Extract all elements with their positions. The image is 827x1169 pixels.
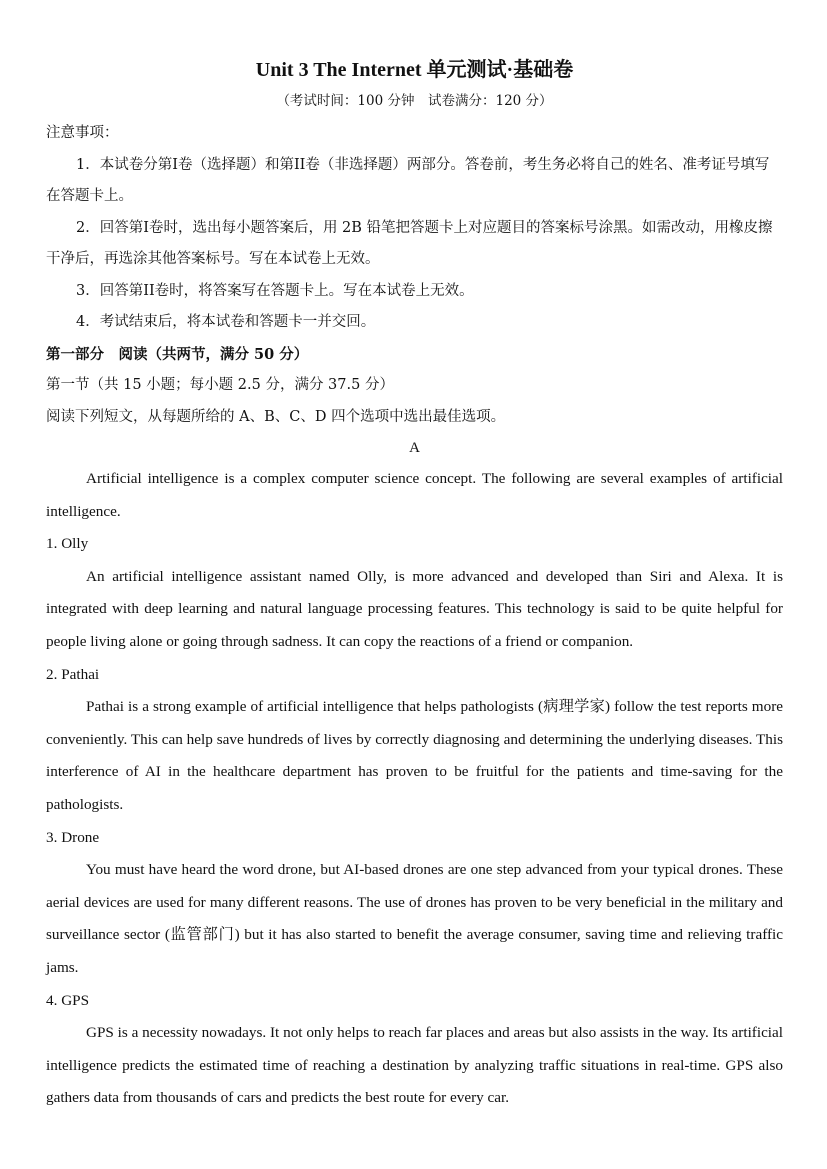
exam-page [46, 56, 783, 1115]
item-text: An artificial intelligence assistant named Olly, is more advanced and developed than Siri and Alexa. It is integrated with deep learning and natural language processing features. This technology is said to be quite helpful for people living alone or going through sadness. It can copy the reactions of a friend or companion. [46, 567, 783, 650]
exam-title: Unit 3 The Internet 单元测试·基础卷 [255, 59, 574, 81]
notice-heading: 注意事项： [46, 125, 119, 141]
item-text: You must have heard the word drone, but AI-based drones are one step advanced from your typical drones. These aerial devices are used for many different reasons. The use of drones has proven to be very beneficial in the military and surveillance sector (监管部门) but it has also started to benefit the average consumer, saving time and relieving traffic jams. [46, 861, 783, 976]
passage [46, 463, 783, 1115]
item-text: Pathai is a strong example of artificial intelligence that helps pathologists (病理学家) follow the test reports more conveniently. This can help save hundreds of lives by correctly diagnosing and determining the underlying diseases. This interference of AI in the healthcare department has proven to be fruitful for the patients and time-saving for the pathologists. [46, 698, 783, 813]
item-heading: 4. GPS [46, 991, 90, 1009]
item-heading: 2. Pathai [46, 665, 100, 683]
notice-item: 2．回答第I卷时，选出每小题答案后，用 2B 铅笔把答题卡上对应题目的答案标号涂黑。如需改动，用橡皮擦干净后，再选涂其他答案标号。写在本试卷上无效。 [46, 219, 773, 267]
notice-item: 1．本试卷分第I卷（选择题）和第II卷（非选择题）两部分。答卷前，考生务必将自己的姓名、准考证号填写在答题卡上。 [46, 156, 770, 204]
notice-item: 3．回答第II卷时，将答案写在答题卡上。写在本试卷上无效。 [76, 282, 474, 299]
notice-item: 4．考试结束后，将本试卷和答题卡一并交回。 [76, 314, 376, 330]
passage-intro: Artificial intelligence is a complex computer science concept. The following are several examples of artificial intelligence. [46, 470, 783, 520]
item-heading: 3. Drone [46, 828, 100, 846]
passage-label: A [409, 440, 420, 456]
part1-heading: 第一部分 阅读（共两节，满分 50 分） [46, 345, 309, 363]
section1-heading: 第一节（共 15 小题；每小题 2.5 分，满分 37.5 分） [46, 377, 394, 393]
item-heading: 1. Olly [46, 535, 89, 553]
instruction: 阅读下列短文，从每题所给的 A、B、C、D 四个选项中选出最佳选项。 [46, 408, 506, 425]
notice-section [46, 118, 783, 339]
item-text: GPS is a necessity nowadays. It not only helps to reach far places and areas but also assists in the way. Its artificial intelligence predicts the estimated time of reaching a destination by analyzing traffic situations in real-time. GPS also gathers data from thousands of cars and predicts the best route for every car. [46, 1024, 783, 1107]
exam-subtitle: （考试时间：100 分钟 试卷满分：120 分） [276, 93, 553, 109]
